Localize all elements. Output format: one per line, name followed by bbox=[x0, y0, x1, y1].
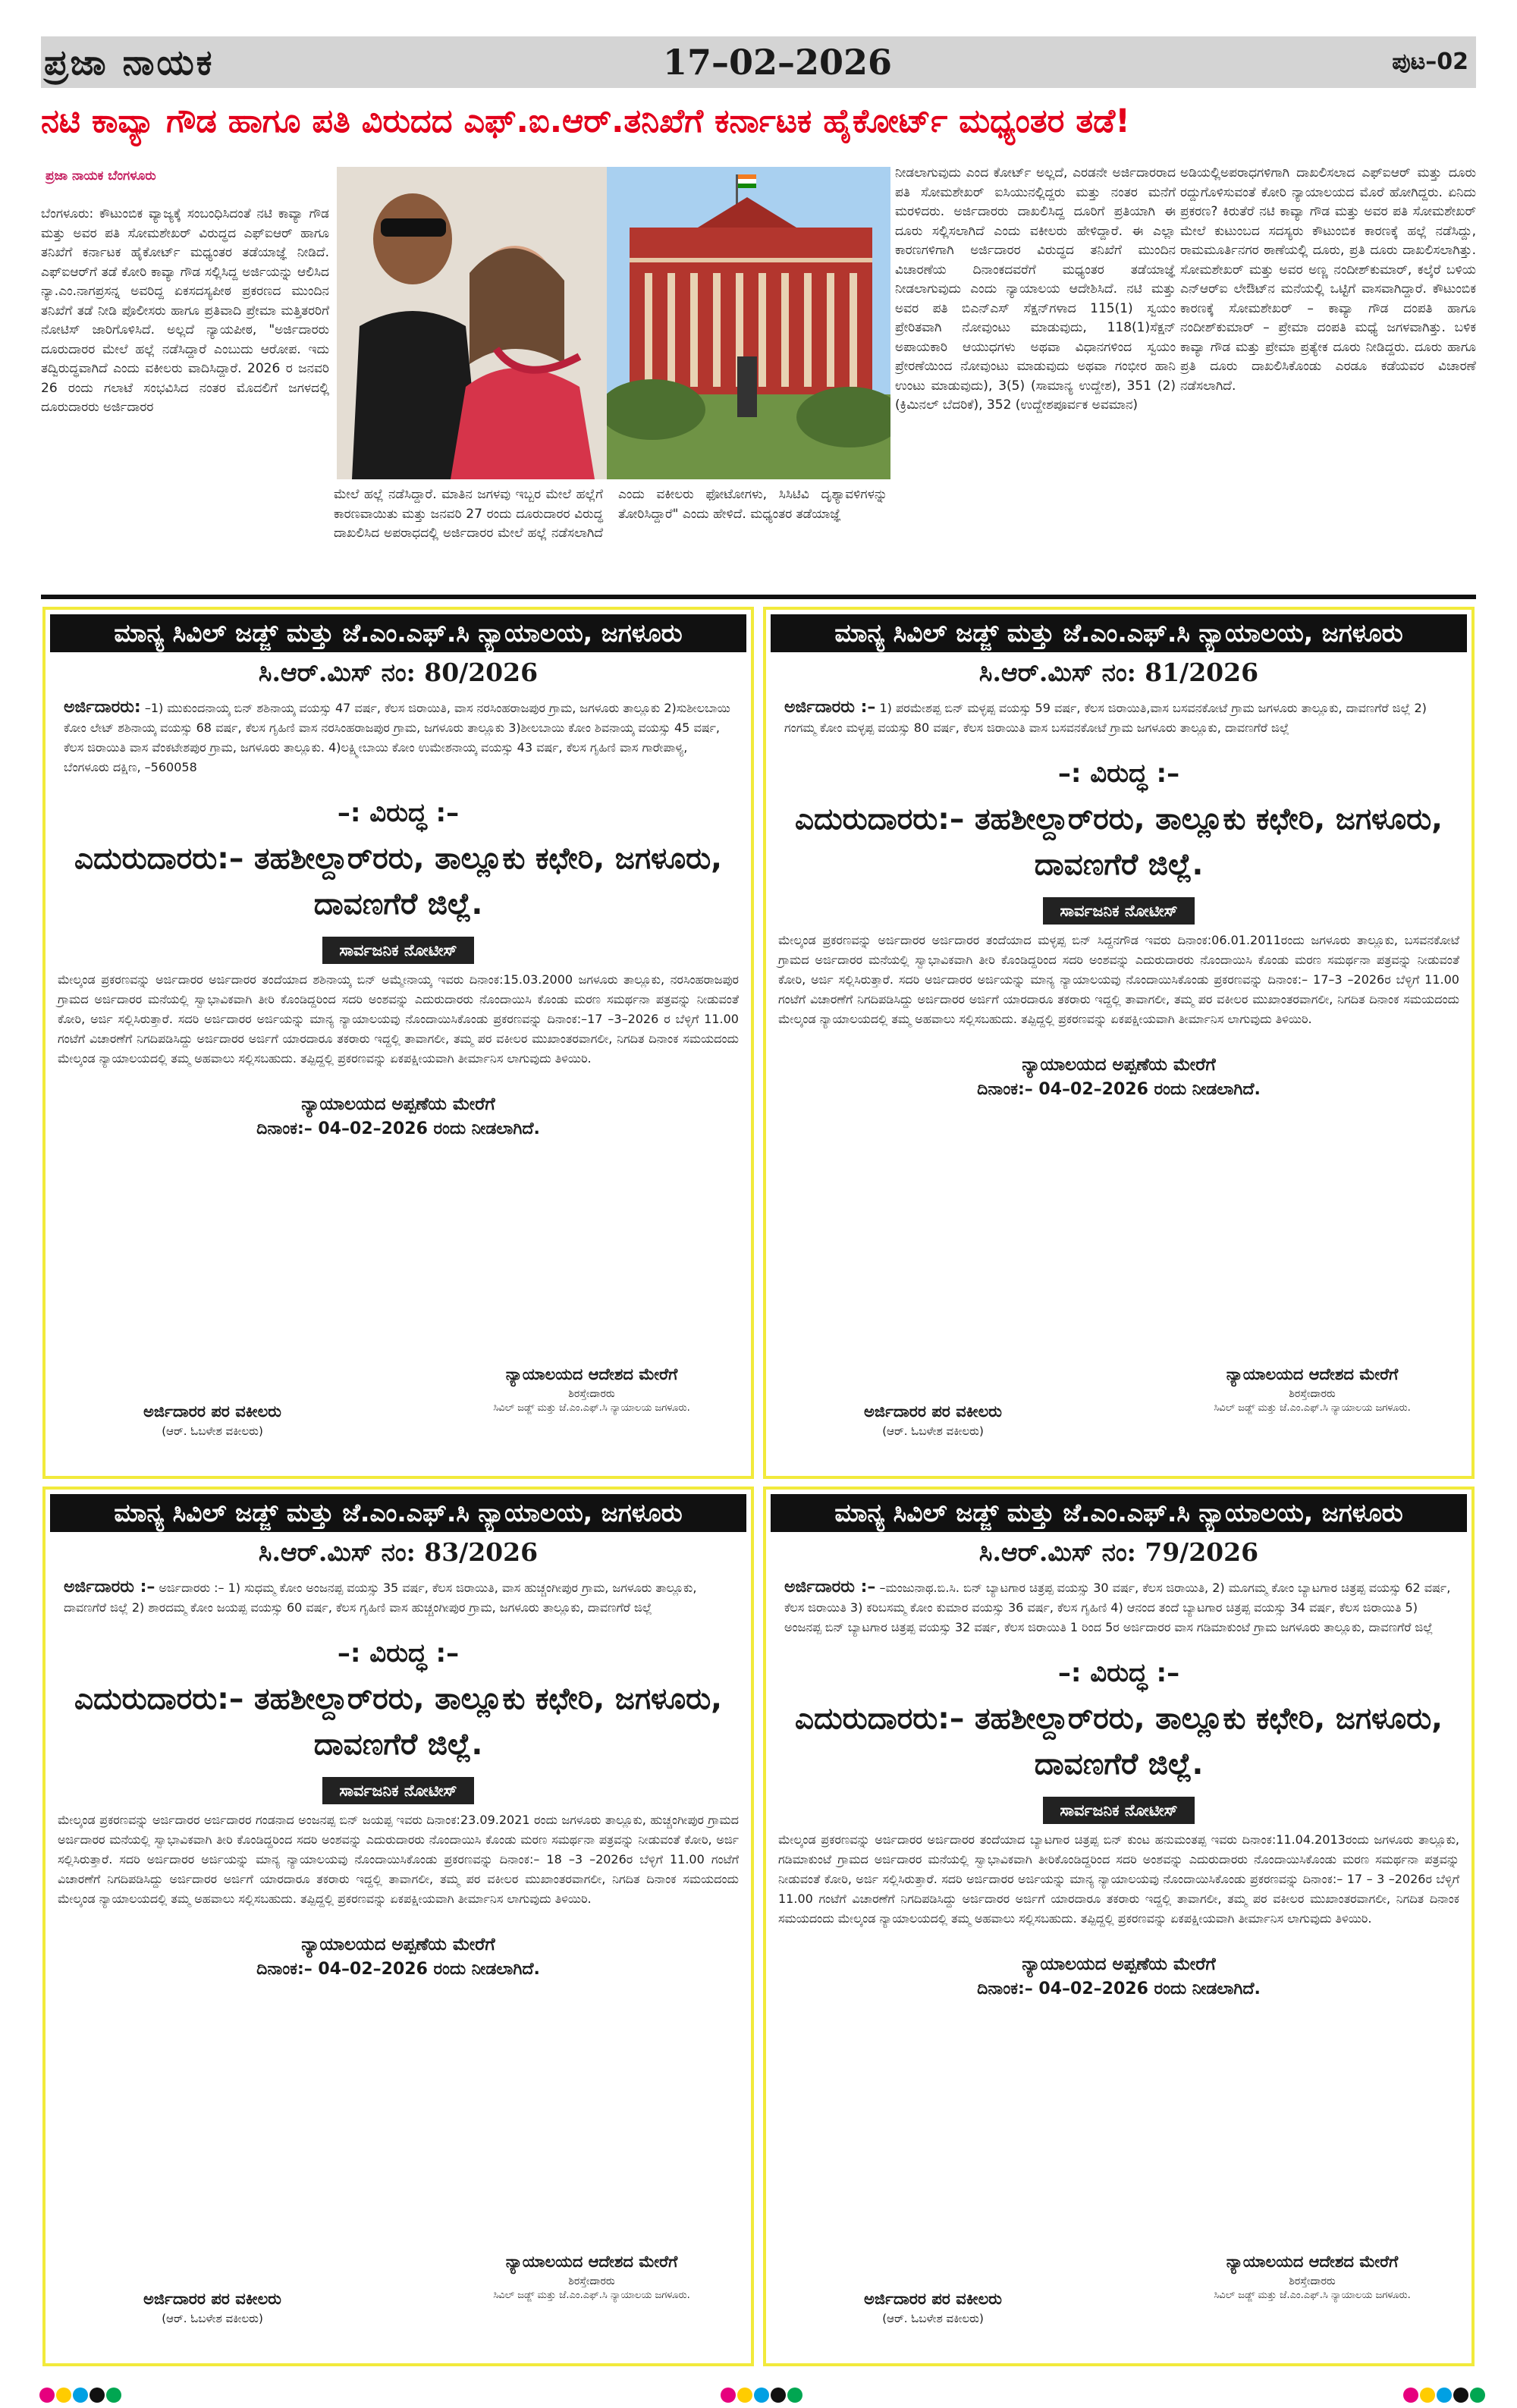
article-column-4: ಅಡಿಯಲ್ಲಿಅಪರಾಧಗಳಿಗಾಗಿ ದಾಖಲಿಸಲಾದ ಎಫ್‌ಐಆರ್ ಮತ್ತು ದೂರು ರದ್ದುಗೊಳಿಸುವಂತೆ ಕೋರಿ ನ್ಯಾಯಾಲಯದ ಮೊರೆ ಹೋಗಿದ್ದರು. ಏನಿದು ಪ್ರಕರಣ? ಕಿರುತೆರೆ ನಟಿ ಕಾವ್ಯಾ ಗೌಡ ಮತ್ತು ಅವರ ಪತಿ ಸೋಮಶೇಖರ್ ಮೇಲೆ ಕುಟುಂಬದ ಸದಸ್ಯರು ಕೌಟುಂಬಿಕ ಕಾರಣಕ್ಕೆ ಹಲ್ಲೆ ನಡೆಸಿದ್ದು, ರಾಮಮೂರ್ತಿನಗರ ಠಾಣೆಯಲ್ಲಿ ದೂರು, ಪ್ರತಿ ದೂರು ದಾಖಲಿಸಲಾಗಿತ್ತು. ಸೋಮಶೇಖರ್ ಮತ್ತು ಅವರ ಅಣ್ಣ ನಂದೀಶ್‌ಕುಮಾರ್, ಕಲ್ಕೆರೆ ಬಳಿಯ ಎನ್‌ಆರ್‌ಐ ಲೇಔಟ್‌ನ ಮನೆಯಲ್ಲಿ ಒಟ್ಟಿಗೆ ವಾಸವಾಗಿದ್ದಾರೆ. ಕೌಟುಂಬಿಕ ಕಾರಣಕ್ಕೆ ಸೋಮಶೇಖರ್ – ಕಾವ್ಯಾ ಗೌಡ ದಂಪತಿ ಹಾಗೂ ನಂದೀಶ್‌ಕುಮಾರ್ – ಪ್ರೇಮಾ ದಂಪತಿ ಮಧ್ಯೆ ಜಗಳವಾಗಿತ್ತು. ಬಳಿಕ ಕಾವ್ಯಾ ಗೌಡ ಮತ್ತು ಪ್ರೇಮಾ ಪ್ರತ್ಯೇಕ ದೂರು ನೀಡಿದ್ದರು. ದೂರು ಹಾಗೂ ಪ್ರತಿ ದೂರು ದಾಖಲಿಸಿಕೊಂಡು ಎರಡೂ ಕಡೆಯವರ ವಿಚಾರಣೆ ನಡೆಸಲಾಗಿದೆ. bbox=[1180, 165, 1476, 394]
applicants-label: ಅರ್ಜಿದಾರರು: bbox=[64, 698, 141, 717]
issue-date-line: ದಿನಾಂಕ:– 04–02–2026 ರಂದು ನೀಡಲಾಗಿದೆ. bbox=[977, 1979, 1261, 1998]
versus-label: –: ವಿರುದ್ಧ :– bbox=[1057, 1658, 1180, 1688]
advocate-name: (ಆರ್. ಓಬಳೇಶ ವಕೀಲರು) bbox=[882, 2312, 984, 2325]
section-divider bbox=[41, 595, 1476, 599]
court-signature bbox=[455, 2249, 728, 2303]
registration-dot bbox=[56, 2388, 71, 2403]
applicants bbox=[766, 1573, 1471, 1637]
respondent: ಎದುರುದಾರರು:– ತಹಶೀಲ್ದಾರ್‌ರರು, ತಾಲ್ಲೂಕು ಕಛೇರಿ, ಜಗಳೂರು, ದಾವಣಗೆರೆ ಜಿಲ್ಲೆ. bbox=[795, 1702, 1443, 1782]
printer-marks-left bbox=[39, 2388, 121, 2403]
applicants-list: 1) ಪರಮೇಶಪ್ಪ ಬಿನ್ ಮಳ್ಳಪ್ಪ ವಯಸ್ಸು 59 ವರ್ಷ, ಕೆಲಸ ಜಿರಾಯಿತಿ,ವಾಸ ಬಸವನಕೋಟೆ ಗ್ರಾಮ ಜಗಳೂರು ತಾಲ್ಲೂಕು, ದಾವಣಗೆರೆ ಜಿಲ್ಲೆ 2) ಗಂಗಮ್ಮ ಕೋಂ ಮಳ್ಳಪ್ಪ ವಯಸ್ಸು 80 ವರ್ಷ, ಕೆಲಸ ಜಿರಾಯಿತಿ ವಾಸ ಬಸವನಕೋಟೆ ಗ್ರಾಮ ಜಗಳೂರು ತಾಲ್ಲೂಕು, ದಾವಣಗೆರೆ ಜಿಲ್ಲೆ bbox=[784, 701, 1427, 735]
sheristedar: ಶಿರಸ್ತೇದಾರರು bbox=[568, 2275, 615, 2287]
legal-notice-83 bbox=[42, 1487, 754, 2366]
court-order-line: ನ್ಯಾಯಾಲಯದ ಅಪ್ಪಣೆಯ ಮೇರೆಗೆ bbox=[301, 1094, 495, 1114]
article-column-2: ಮೇಲೆ ಹಲ್ಲೆ ನಡೆಸಿದ್ದಾರೆ. ಮಾತಿನ ಜಗಳವು ಇಬ್ಬರ ಮೇಲೆ ಹಲ್ಲೆಗೆ ಕಾರಣವಾಯಿತು ಮತ್ತು ಜನವರಿ 27 ರಂದು ದೂರುದಾರರ ವಿರುದ್ಧ ದಾಖಲಿಸಿದ ಅಪರಾಧದಲ್ಲಿ ಅರ್ಜಿದಾರರ ಮೇಲೆ ಹಲ್ಲೆ ನಡೆಸಲಾಗಿದೆ ಎಂದು ವಕೀಲರು ಫೋಟೋಗಳು, ಸಿಸಿಟಿವಿ ದೃಶ್ಯಾವಳಿಗಳನ್ನು ತೋರಿಸಿದ್ದಾರೆ" ಎಂದು ಹೇಳಿದೆ. ಮಧ್ಯಂತರ ತಡೆಯಾಜ್ಞೆ bbox=[334, 487, 887, 541]
advocate-name: (ಆರ್. ಓಬಳೇಶ ವಕೀಲರು) bbox=[162, 1424, 263, 1438]
order-by: ನ್ಯಾಯಾಲಯದ ಆದೇಶದ ಮೇರೆಗೆ bbox=[505, 1365, 678, 1383]
article-column-3: ನೀಡಲಾಗುವುದು ಎಂದ ಕೋರ್ಟ್ ಅಲ್ಲದೆ, ಎರಡನೇ ಅರ್ಜಿದಾರರಾದ ಪತಿ ಸೋಮಶೇಖರ್ ಐಸಿಯುನಲ್ಲಿದ್ದರು ಮತ್ತು ನಂತರ ಮನೆಗೆ ಮರಳಿದರು. ಅರ್ಜಿದಾರರು ದಾಖಲಿಸಿದ್ದ ದೂರಿಗೆ ಪ್ರತಿಯಾಗಿ ಈ ದೂರು ಸಲ್ಲಿಸಲಾಗಿದೆ ಎಂದು ವಕೀಲರು ಹೇಳಿದ್ದಾರೆ. ಈ ಎಲ್ಲಾ ಕಾರಣಗಳಿಗಾಗಿ ಅರ್ಜಿದಾರರ ವಿರುದ್ಧದ ತನಿಖೆಗೆ ಮುಂದಿನ ವಿಚಾರಣೆಯ ದಿನಾಂಕದವರೆಗೆ ಮಧ್ಯಂತರ ತಡೆಯಾಜ್ಞೆ ನೀಡಲಾಗುವುದು ಎಂದು ನ್ಯಾಯಾಲಯ ಆದೇಶಿಸಿದೆ. ನಟಿ ಮತ್ತು ಅವರ ಪತಿ ಬಿಎನ್‌ಎಸ್ ಸೆಕ್ಷನ್‌ಗಳಾದ 115(1) ಸ್ವಯಂ ಪ್ರೇರಿತವಾಗಿ ನೋವುಂಟು ಮಾಡುವುದು, 118(1)ಸೆಕ್ಷನ್ ಅಪಾಯಕಾರಿ ಆಯುಧಗಳು ಅಥವಾ ವಿಧಾನಗಳಿಂದ ಸ್ವಯಂ ಪ್ರೇರಣೆಯಿಂದ ನೋವುಂಟು ಮಾಡುವುದು ಅಥವಾ ಗಂಭೀರ ಹಾನಿ ಉಂಟು ಮಾಡುವುದು), 3(5) (ಸಾಮಾನ್ಯ ಉದ್ದೇಶ), 351 (2) (ಕ್ರಿಮಿನಲ್ ಬೆದರಿಕೆ), 352 (ಉದ್ದೇಶಪೂರ್ವಕ ಅವಮಾನ) bbox=[895, 165, 1176, 413]
advocate-signature bbox=[76, 2287, 349, 2327]
printer-marks-right bbox=[1403, 2388, 1485, 2403]
article-column-1: ಬೆಂಗಳೂರು: ಕೌಟುಂಬಿಕ ವ್ಯಾಜ್ಯಕ್ಕೆ ಸಂಬಂಧಿಸಿದಂತೆ ನಟಿ ಕಾವ್ಯಾ ಗೌಡ ಮತ್ತು ಅವರ ಪತಿ ಸೋಮಶೇಖರ್ ವಿರುದ್ಧದ ಎಫ್‌ಐಆರ್ ಹಾಗೂ ತನಿಖೆಗೆ ಕರ್ನಾಟಕ ಹೈಕೋರ್ಟ್ ಮಧ್ಯಂತರ ತಡೆಯಾಜ್ಞೆ ನೀಡಿದೆ. ಎಫ್‌ಐಆರ್‌ಗೆ ತಡೆ ಕೋರಿ ಕಾವ್ಯಾ ಗೌಡ ಸಲ್ಲಿಸಿದ್ದ ಅರ್ಜಿಯನ್ನು ಆಲಿಸಿದ ನ್ಯಾ.ಎಂ.ನಾಗಪ್ರಸನ್ನ ಅವರಿದ್ದ ಏಕಸದಸ್ಯಪೀಠ ಪ್ರಕರಣದ ಮುಂದಿನ ತನಿಖೆಗೆ ತಡೆ ನೀಡಿ ಪೊಲೀಸರು ಹಾಗೂ ಪ್ರತಿವಾದಿ ಪ್ರೇಮಾ ಮತ್ತಿತರರಿಗೆ ನೋಟಿಸ್ ಜಾರಿಗೊಳಿಸಿದೆ. ಅಲ್ಲದೆ ನ್ಯಾಯಪೀಠ, "ಅರ್ಜಿದಾರರು ದೂರುದಾರರ ಮೇಲೆ ಹಲ್ಲೆ ನಡೆಸಿದ್ದಾರೆ ಎಂಬುದು ಆರೋಪ. ಇದು ತದ್ವಿರುದ್ಧವಾಗಿದೆ ಎಂದು ವಕೀಲರು ವಾದಿಸಿದ್ದಾರೆ. 2026 ರ ಜನವರಿ 26 ರಂದು ಗಲಾಟೆ ಸಂಭವಿಸಿದ ನಂತರ ಮೊದಲಿಗೆ ಜಗಳದಲ್ಲಿ ದೂರುದಾರರು ಅರ್ಜಿದಾರರ bbox=[41, 206, 329, 415]
court-signature bbox=[1176, 1362, 1449, 1415]
judge-court: ಸಿವಿಲ್ ಜಡ್ಜ್ ಮತ್ತು ಜೆ.ಎಂ.ಎಫ್.ಸಿ ನ್ಯಾಯಾಲಯ ಜಗಳೂರು. bbox=[493, 2290, 690, 2301]
advocate-label: ಅರ್ಜಿದಾರರ ಪರ ವಕೀಲರು bbox=[864, 1402, 1002, 1421]
legal-notice-81 bbox=[763, 607, 1475, 1479]
court-banner: ಮಾನ್ಯ ಸಿವಿಲ್ ಜಡ್ಜ್ ಮತ್ತು ಜೆ.ಎಂ.ಎಫ್.ಸಿ ನ್ಯಾಯಾಲಯ, ಜಗಳೂರು bbox=[771, 614, 1467, 652]
court-order-line: ನ್ಯಾಯಾಲಯದ ಅಪ್ಪಣೆಯ ಮೇರೆಗೆ bbox=[1022, 1055, 1216, 1075]
photo-couple bbox=[337, 167, 607, 479]
applicants-label: ಅರ್ಜಿದಾರರು :– bbox=[784, 698, 876, 717]
registration-dot bbox=[106, 2388, 121, 2403]
case-number: ಸಿ.ಆರ್.ಮಿಸ್ ನಂ: 79/2026 bbox=[978, 1537, 1259, 1567]
versus-label: –: ವಿರುದ್ಧ :– bbox=[1057, 758, 1180, 789]
public-notice-label: ಸಾರ್ವಜನಿಕ ನೋಟೀಸ್ bbox=[1043, 1797, 1194, 1824]
order-by: ನ್ಯಾಯಾಲಯದ ಆದೇಶದ ಮೇರೆಗೆ bbox=[505, 2253, 678, 2271]
registration-dot bbox=[1420, 2388, 1435, 2403]
registration-dot bbox=[721, 2388, 736, 2403]
court-banner: ಮಾನ್ಯ ಸಿವಿಲ್ ಜಡ್ಜ್ ಮತ್ತು ಜೆ.ಎಂ.ಎಫ್.ಸಿ ನ್ಯಾಯಾಲಯ, ಜಗಳೂರು bbox=[771, 1494, 1467, 1532]
court-banner: ಮಾನ್ಯ ಸಿವಿಲ್ ಜಡ್ಜ್ ಮತ್ತು ಜೆ.ಎಂ.ಎಫ್.ಸಿ ನ್ಯಾಯಾಲಯ, ಜಗಳೂರು bbox=[50, 614, 746, 652]
sheristedar: ಶಿರಸ್ತೇದಾರರು bbox=[568, 1388, 615, 1400]
registration-dot bbox=[39, 2388, 55, 2403]
applicants bbox=[46, 693, 751, 777]
public-notice-label: ಸಾರ್ವಜನಿಕ ನೋಟೀಸ್ bbox=[322, 937, 473, 964]
registration-dot bbox=[1403, 2388, 1418, 2403]
sheristedar: ಶಿರಸ್ತೇದಾರರು bbox=[1289, 2275, 1336, 2287]
respondent: ಎದುರುದಾರರು:– ತಹಶೀಲ್ದಾರ್‌ರರು, ತಾಲ್ಲೂಕು ಕಛೇರಿ, ಜಗಳೂರು, ದಾವಣಗೆರೆ ಜಿಲ್ಲೆ. bbox=[74, 842, 722, 921]
public-notice-label: ಸಾರ್ವಜನಿಕ ನೋಟೀಸ್ bbox=[322, 1777, 473, 1804]
newspaper-name: ಪ್ರಜಾ ನಾಯಕ bbox=[44, 42, 215, 83]
registration-dot bbox=[737, 2388, 752, 2403]
judge-court: ಸಿವಿಲ್ ಜಡ್ಜ್ ಮತ್ತು ಜೆ.ಎಂ.ಎಫ್.ಸಿ ನ್ಯಾಯಾಲಯ ಜಗಳೂರು. bbox=[493, 1402, 690, 1414]
applicants-list: –ಮಂಜುನಾಥ.ಬಿ.ಸಿ. ಬಿನ್ ಬ್ಯಾಟಗಾರ ಚಿತ್ರಪ್ಪ ವಯಸ್ಸು 30 ವರ್ಷ, ಕೆಲಸ ಜಿರಾಯಿತಿ, 2) ಮೂಗಮ್ಮ ಕೋಂ ಬ್ಯಾಟಗಾರ ಚಿತ್ರಪ್ಪ ವಯಸ್ಸು 62 ವರ್ಷ, ಕೆಲಸ ಜಿರಾಯಿತಿ 3) ಕರಿಬಸಮ್ಮ ಕೋಂ ಕುಮಾರ ವಯಸ್ಸು 36 ವರ್ಷ, ಕೆಲಸ ಗೃಹಿಣಿ 4) ಆನಂದ ತಂದೆ ಬ್ಯಾಟಗಾರ ಚಿತ್ರಪ್ಪ ವಯಸ್ಸು 34 ವರ್ಷ, ಕೆಲಸ ಜಿರಾಯಿತಿ 5) ಅಂಜನಪ್ಪ ಬಿನ್ ಬ್ಯಾಟಗಾರ ಚಿತ್ರಪ್ಪ ವಯಸ್ಸು 32 ವರ್ಷ, ಕೆಲಸ ಜಿರಾಯಿತಿ 1 ರಿಂದ 5ರ ಅರ್ಜಿದಾರರ ವಾಸ ಗಡಿಮಾಕುಂಟೆ ಗ್ರಾಮ ಜಗಳೂರು ತಾಲ್ಲೂಕು, ದಾವಣಗೆರೆ ಜಿಲ್ಲೆ bbox=[784, 1581, 1451, 1634]
court-signature bbox=[455, 1362, 728, 1415]
court-signature bbox=[1176, 2249, 1449, 2303]
notice-body: ಮೇಲ್ಕಂಡ ಪ್ರಕರಣವನ್ನು ಅರ್ಜಿದಾರರ ಅರ್ಜಿದಾರರ ತಂದೆಯಾದ ಶಶಿನಾಯ್ಕ ಬಿನ್ ಅಮ್ಮೇನಾಯ್ಕ ಇವರು ದಿನಾಂಕ:15.03.2000 ಜಗಳೂರು ತಾಲ್ಲೂಕು, ನರಸಿಂಹರಾಜಪುರ ಗ್ರಾಮದ ಅರ್ಜಿದಾರರ ಮನೆಯಲ್ಲಿ ಸ್ವಾಭಾವಿಕವಾಗಿ ತೀರಿ ಕೊಂಡಿದ್ದರಿಂದ ಸದರಿ ಅಂಶವನ್ನು ಎದುರುದಾರರು ನೊಂದಾಯಿಸಿ ಕೊಂಡು ಮರಣ ಸಮರ್ಥನಾ ಪತ್ರವನ್ನು ನೀಡುವಂತೆ ಕೋರಿ, ಅರ್ಜಿ ಸಲ್ಲಿಸಿರುತ್ತಾರೆ. ಸದರಿ ಅರ್ಜಿದಾರರ ಅರ್ಜಿಯನ್ನು ಮಾನ್ಯ ನ್ಯಾಯಾಲಯವು ನೊಂದಾಯಿಸಿಕೊಂಡು ಪ್ರಕರಣವನ್ನು ದಿನಾಂಕ:–17 –3–2026 ರ ಬೆಳ್ಳಿಗೆ 11.00 ಗಂಟೆಗೆ ವಿಚಾರಣೆಗೆ ನಿಗದಿಪಡಿಸಿದ್ದು ಅರ್ಜಿದಾರರ ಅರ್ಜಿಗೆ ಯಾರದಾರೂ ತಕರಾರು ಇದ್ದಲ್ಲಿ ತಾವಾಗಲೀ, ತಮ್ಮ ಪರ ವಕೀಲರ ಮುಖಾಂತರವಾಗಲೀ, ನಿಗದಿತ ದಿನಾಂಕ ಸಮಯದಂದು ಮೇಲ್ಕಂಡ ನ್ಯಾಯಾಲಯದಲ್ಲಿ ತಮ್ಮ ಅಹವಾಲು ಸಲ್ಲಿಸಬಹುದು. ತಪ್ಪಿದ್ದಲ್ಲಿ ಪ್ರಕರಣವನ್ನು ಏಕಪಕ್ಷೀಯವಾಗಿ ತೀರ್ಮಾನಿಸ ಲಾಗುವುದು ತಿಳಿಯಿರಿ. bbox=[58, 972, 739, 1066]
court-order-line: ನ್ಯಾಯಾಲಯದ ಅಪ್ಪಣೆಯ ಮೇರೆಗೆ bbox=[1022, 1954, 1216, 1974]
photo-couple-illustration bbox=[337, 167, 607, 479]
applicants-label: ಅರ್ಜಿದಾರರು :– bbox=[784, 1578, 876, 1596]
order-by: ನ್ಯಾಯಾಲಯದ ಆದೇಶದ ಮೇರೆಗೆ bbox=[1226, 2253, 1399, 2271]
notice-body: ಮೇಲ್ಕಂಡ ಪ್ರಕರಣವನ್ನು ಅರ್ಜಿದಾರರ ಅರ್ಜಿದಾರರ ತಂದೆಯಾದ ಬ್ಯಾಟಗಾರ ಚಿತ್ರಪ್ಪ ಬಿನ್ ಕುಂಟ ಹನುಮಂತಪ್ಪ ಇವರು ದಿನಾಂಕ:11.04.2013ರಂದು ಜಗಳೂರು ತಾಲ್ಲೂಕು, ಗಡಿಮಾಕುಂಟೆ ಗ್ರಾಮದ ಅರ್ಜಿದಾರರ ಮನೆಯಲ್ಲಿ ಸ್ವಾಭಾವಿಕವಾಗಿ ತೀರಿಕೊಂಡಿದ್ದರಿಂದ ಸದರಿ ಅಂಶವನ್ನು ಎದುರುದಾರರು ನೊಂದಾಯಿಸಿಕೊಂಡು ಮರಣ ಸಮರ್ಥನಾ ಪತ್ರವನ್ನು ನೀಡುವಂತೆ ಕೋರಿ, ಅರ್ಜಿ ಸಲ್ಲಿಸಿರುತ್ತಾರೆ. ಸದರಿ ಅರ್ಜಿದಾರರ ಅರ್ಜಿಯನ್ನು ಮಾನ್ಯ ನ್ಯಾಯಾಲಯವು ನೊಂದಾಯಿಸಿಕೊಂಡು ಪ್ರಕರಣವನ್ನು ದಿನಾಂಕ:– 17 – 3 –2026ರ ಬೆಳ್ಳಿಗೆ 11.00 ಗಂಟೆಗೆ ವಿಚಾರಣೆಗೆ ನಿಗದಿಪಡಿಸಿದ್ದು ಅರ್ಜಿದಾರರ ಅರ್ಜಿಗೆ ಯಾರದಾರೂ ತಕರಾರು ಇದ್ದಲ್ಲಿ ತಾವಾಗಲೀ, ತಮ್ಮ ಪರ ವಕೀಲರ ಮುಖಾಂತರವಾಗಲೀ, ನಿಗದಿತ ದಿನಾಂಕ ಸಮಯದಂದು ಮೇಲ್ಕಂಡ ನ್ಯಾಯಾಲಯದಲ್ಲಿ ತಮ್ಮ ಅಹವಾಲು ಸಲ್ಲಿಸಬಹುದು. ತಪ್ಪಿದ್ದಲ್ಲಿ ಪ್ರಕರಣವನ್ನು ಏಕಪಕ್ಷೀಯವಾಗಿ ತೀರ್ಮಾನಿಸ ಲಾಗುವುದು ತಿಳಿಯಿರಿ. bbox=[778, 1832, 1459, 1926]
judge-court: ಸಿವಿಲ್ ಜಡ್ಜ್ ಮತ್ತು ಜೆ.ಎಂ.ಎಫ್.ಸಿ ನ್ಯಾಯಾಲಯ ಜಗಳೂರು. bbox=[1214, 2290, 1411, 2301]
notice-body: ಮೇಲ್ಕಂಡ ಪ್ರಕರಣವನ್ನು ಅರ್ಜಿದಾರರ ಅರ್ಜಿದಾರರ ತಂದೆಯಾದ ಮಳ್ಳಪ್ಪ ಬಿನ್ ಸಿದ್ದನಗೌಡ ಇವರು ದಿನಾಂಕ:06.01.2011ರಂದು ಜಗಳೂರು ತಾಲ್ಲೂಕು, ಬಸವನಕೋಟೆ ಗ್ರಾಮದ ಅರ್ಜಿದಾರರ ಮನೆಯಲ್ಲಿ ಸ್ವಾಭಾವಿಕವಾಗಿ ತೀರಿ ಕೊಂಡಿದ್ದರಿಂದ ಸದರಿ ಅಂಶವನ್ನು ಎದುರುದಾರರು ನೊಂದಾಯಿಸಿ ಕೊಂಡು ಮರಣ ಸಮರ್ಥನಾ ಪತ್ರವನ್ನು ನೀಡುವಂತೆ ಕೋರಿ, ಅರ್ಜಿ ಸಲ್ಲಿಸಿರುತ್ತಾರೆ. ಸದರಿ ಅರ್ಜಿದಾರರ ಅರ್ಜಿಯನ್ನು ಮಾನ್ಯ ನ್ಯಾಯಾಲಯವು ನೊಂದಾಯಿಸಿಕೊಂಡು ಪ್ರಕರಣವನ್ನು ದಿನಾಂಕ:– 17–3 –2026ರ ಬೆಳ್ಳಿಗೆ 11.00 ಗಂಟೆಗೆ ವಿಚಾರಣೆಗೆ ನಿಗದಿಪಡಿಸಿದ್ದು ಅರ್ಜಿದಾರರ ಅರ್ಜಿಗೆ ಯಾರದಾರೂ ತಕರಾರು ಇದ್ದಲ್ಲಿ ತಾವಾಗಲೀ, ತಮ್ಮ ಪರ ವಕೀಲರ ಮುಖಾಂತರವಾಗಲೀ, ನಿಗದಿತ ದಿನಾಂಕ ಸಮಯದಂದು ಮೇಲ್ಕಂಡ ನ್ಯಾಯಾಲಯದಲ್ಲಿ ತಮ್ಮ ಅಹವಾಲು ಸಲ್ಲಿಸಬಹುದು. ತಪ್ಪಿದ್ದಲ್ಲಿ ಪ್ರಕರಣವನ್ನು ಏಕಪಕ್ಷೀಯವಾಗಿ ತೀರ್ಮಾನಿಸ ಲಾಗುವುದು ತಿಳಿಯಿರಿ. bbox=[778, 933, 1459, 1026]
advocate-label: ಅರ್ಜಿದಾರರ ಪರ ವಕೀಲರು bbox=[143, 1402, 281, 1421]
advocate-signature bbox=[796, 1400, 1069, 1439]
registration-dot bbox=[1453, 2388, 1468, 2403]
court-order-line: ನ್ಯಾಯಾಲಯದ ಅಪ್ಪಣೆಯ ಮೇರೆಗೆ bbox=[301, 1935, 495, 1954]
case-number: ಸಿ.ಆರ್.ಮಿಸ್ ನಂ: 80/2026 bbox=[258, 658, 539, 687]
applicants-list: ಅರ್ಜಿದಾರರು :– 1) ಸುಧಮ್ಮ ಕೋಂ ಅಂಜನಪ್ಪ ವಯಸ್ಸು 35 ವರ್ಷ, ಕೆಲಸ ಜಿರಾಯಿತಿ, ವಾಸ ಹುಚ್ಚಂಗೀಪುರ ಗ್ರಾಮ, ಜಗಳೂರು ತಾಲ್ಲೂಕು, ದಾವಣಗೆರೆ ಜಿಲ್ಲೆ 2) ಶಾರದಮ್ಮ ಕೋಂ ಜಯಪ್ಪ ವಯಸ್ಸು 60 ವರ್ಷ, ಕೆಲಸ ಗೃಹಿಣಿ ವಾಸ ಹುಚ್ಚಂಗೀಪುರ ಗ್ರಾಮ, ಜಗಳೂರು ತಾಲ್ಲೂಕು, ದಾವಣಗೆರೆ ಜಿಲ್ಲೆ bbox=[64, 1581, 697, 1615]
photo-court-illustration bbox=[607, 167, 890, 479]
masthead bbox=[41, 36, 1476, 88]
respondent: ಎದುರುದಾರರು:– ತಹಶೀಲ್ದಾರ್‌ರರು, ತಾಲ್ಲೂಕು ಕಛೇರಿ, ಜಗಳೂರು, ದಾವಣಗೆರೆ ಜಿಲ್ಲೆ. bbox=[74, 1682, 722, 1762]
registration-dot bbox=[771, 2388, 786, 2403]
signature-block bbox=[766, 1362, 1471, 1468]
registration-dot bbox=[787, 2388, 802, 2403]
legal-notice-79 bbox=[763, 1487, 1475, 2366]
printer-marks-center bbox=[721, 2388, 802, 2403]
applicants-list: –1) ಮುಕುಂದನಾಯ್ಕ ಬಿನ್ ಶಶಿನಾಯ್ಕ ವಯಸ್ಸು 47 ವರ್ಷ, ಕೆಲಸ ಜಿರಾಯಿತಿ, ವಾಸ ನರಸಿಂಹರಾಜಪುರ ಗ್ರಾಮ, ಜಗಳೂರು ತಾಲ್ಲೂಕು 2)ಸುಶೀಲಬಾಯಿ ಕೋಂ ಲೇಟ್ ಶಶಿನಾಯ್ಕ ವಯಸ್ಸು 68 ವರ್ಷ, ಕೆಲಸ ಗೃಹಿಣಿ ವಾಸ ನರಸಿಂಹರಾಜಪುರ ಗ್ರಾಮ, ಜಗಳೂರು ತಾಲ್ಲೂಕು 3)ಶೀಲಬಾಯಿ ಕೋಂ ಶಿವನಾಯ್ಕ ವಯಸ್ಸು 45 ವರ್ಷ, ಕೆಲಸ ಜಿರಾಯಿತಿ ವಾಸ ವೆಂಕಟೇಶಪುರ ಗ್ರಾಮ, ಜಗಳೂರು ತಾಲ್ಲೂಕು. 4)ಲಕ್ಷ್ಮೀಬಾಯಿ ಕೋಂ ಉಮೇಶನಾಯ್ಕ ವಯಸ್ಸು 43 ವರ್ಷ, ಕೆಲಸ ಗೃಹಿಣಿ ವಾಸ ಗಾರೇಪಾಳ್ಯ, ಬೆಂಗಳೂರು ದಕ್ಷಿಣ, –560058 bbox=[64, 701, 730, 774]
advocate-signature bbox=[796, 2287, 1069, 2327]
applicants bbox=[766, 693, 1471, 738]
court-banner: ಮಾನ್ಯ ಸಿವಿಲ್ ಜಡ್ಜ್ ಮತ್ತು ಜೆ.ಎಂ.ಎಫ್.ಸಿ ನ್ಯಾಯಾಲಯ, ಜಗಳೂರು bbox=[50, 1494, 746, 1532]
advocate-signature bbox=[76, 1400, 349, 1439]
signature-block bbox=[46, 1362, 751, 1468]
legal-notice-80 bbox=[42, 607, 754, 1479]
case-number: ಸಿ.ಆರ್.ಮಿಸ್ ನಂ: 81/2026 bbox=[978, 658, 1259, 687]
advocate-name: (ಆರ್. ಓಬಳೇಶ ವಕೀಲರು) bbox=[882, 1424, 984, 1438]
signature-block bbox=[46, 2249, 751, 2356]
sheristedar: ಶಿರಸ್ತೇದಾರರು bbox=[1289, 1388, 1336, 1400]
respondent: ಎದುರುದಾರರು:– ತಹಶೀಲ್ದಾರ್‌ರರು, ತಾಲ್ಲೂಕು ಕಛೇರಿ, ಜಗಳೂರು, ದಾವಣಗೆರೆ ಜಿಲ್ಲೆ. bbox=[795, 802, 1443, 882]
applicants bbox=[46, 1573, 751, 1618]
versus-label: –: ವಿರುದ್ಧ :– bbox=[337, 798, 460, 828]
case-number: ಸಿ.ಆರ್.ಮಿಸ್ ನಂ: 83/2026 bbox=[258, 1537, 539, 1567]
issue-date-line: ದಿನಾಂಕ:– 04–02–2026 ರಂದು ನೀಡಲಾಗಿದೆ. bbox=[256, 1960, 540, 1979]
registration-dot bbox=[73, 2388, 88, 2403]
registration-dot bbox=[90, 2388, 105, 2403]
registration-dot bbox=[1437, 2388, 1452, 2403]
registration-dot bbox=[754, 2388, 769, 2403]
advocate-label: ಅರ್ಜಿದಾರರ ಪರ ವಕೀಲರು bbox=[143, 2290, 281, 2308]
advocate-label: ಅರ್ಜಿದಾರರ ಪರ ವಕೀಲರು bbox=[864, 2290, 1002, 2308]
applicants-label: ಅರ್ಜಿದಾರರು :– bbox=[64, 1578, 155, 1596]
signature-block bbox=[766, 2249, 1471, 2356]
versus-label: –: ವಿರುದ್ಧ :– bbox=[337, 1638, 460, 1669]
issue-date-line: ದಿನಾಂಕ:– 04–02–2026 ರಂದು ನೀಡಲಾಗಿದೆ. bbox=[977, 1080, 1261, 1099]
issue-date-line: ದಿನಾಂಕ:– 04–02–2026 ರಂದು ನೀಡಲಾಗಿದೆ. bbox=[256, 1119, 540, 1138]
issue-date: 17–02–2026 bbox=[663, 42, 893, 83]
judge-court: ಸಿವಿಲ್ ಜಡ್ಜ್ ಮತ್ತು ಜೆ.ಎಂ.ಎಫ್.ಸಿ ನ್ಯಾಯಾಲಯ ಜಗಳೂರು. bbox=[1214, 1402, 1411, 1414]
public-notice-label: ಸಾರ್ವಜನಿಕ ನೋಟೀಸ್ bbox=[1043, 897, 1194, 925]
headline: ನಟಿ ಕಾವ್ಯಾ ಗೌಡ ಹಾಗೂ ಪತಿ ವಿರುದದ ಎಫ್.ಐ.ಆರ್.ತನಿಖೆಗೆ ಕರ್ನಾಟಕ ಹೈಕೋರ್ಟ್ ಮಧ್ಯಂತರ ತಡೆ! bbox=[41, 102, 1130, 140]
registration-dot bbox=[1470, 2388, 1485, 2403]
photo-high-court bbox=[607, 167, 890, 479]
advocate-name: (ಆರ್. ಓಬಳೇಶ ವಕೀಲರು) bbox=[162, 2312, 263, 2325]
byline: ಪ್ರಜಾ ನಾಯಕ ಬೆಂಗಳೂರು bbox=[46, 168, 156, 184]
page-number: ಪುಟ–02 bbox=[1392, 49, 1468, 75]
order-by: ನ್ಯಾಯಾಲಯದ ಆದೇಶದ ಮೇರೆಗೆ bbox=[1226, 1365, 1399, 1383]
notice-body: ಮೇಲ್ಕಂಡ ಪ್ರಕರಣವನ್ನು ಅರ್ಜಿದಾರರ ಅರ್ಜಿದಾರರ ಗಂಡನಾದ ಅಂಜನಪ್ಪ ಬಿನ್ ಜಯಪ್ಪ ಇವರು ದಿನಾಂಕ:23.09.2021 ರಂದು ಜಗಳೂರು ತಾಲ್ಲೂಕು, ಹುಚ್ಚಂಗೀಪುರ ಗ್ರಾಮದ ಅರ್ಜಿದಾರರ ಮನೆಯಲ್ಲಿ ಸ್ವಾಭಾವಿಕವಾಗಿ ತೀರಿ ಕೊಂಡಿದ್ದರಿಂದ ಸದರಿ ಅಂಶವನ್ನು ಎದುರುದಾರರು ನೊಂದಾಯಿಸಿ ಕೊಂಡು ಮರಣ ಸಮರ್ಥನಾ ಪತ್ರವನ್ನು ನೀಡುವಂತೆ ಕೋರಿ, ಅರ್ಜಿ ಸಲ್ಲಿಸಿರುತ್ತಾರೆ. ಸದರಿ ಅರ್ಜಿದಾರರ ಅರ್ಜಿಯನ್ನು ಮಾನ್ಯ ನ್ಯಾಯಾಲಯವು ನೊಂದಾಯಿಸಿಕೊಂಡು ಪ್ರಕರಣವನ್ನು ದಿನಾಂಕ:– 18 –3 –2026ರ ಬೆಳ್ಳಿಗೆ 11.00 ಗಂಟೆಗೆ ವಿಚಾರಣೆಗೆ ನಿಗದಿಪಡಿಸಿದ್ದು ಅರ್ಜಿದಾರರ ಅರ್ಜಿಗೆ ಯಾರದಾರೂ ತಕರಾರು ಇದ್ದಲ್ಲಿ ತಾವಾಗಲೀ, ತಮ್ಮ ಪರ ವಕೀಲರ ಮುಖಾಂತರವಾಗಲೀ, ನಿಗದಿತ ದಿನಾಂಕ ಸಮಯದಂದು ಮೇಲ್ಕಂಡ ನ್ಯಾಯಾಲಯದಲ್ಲಿ ತಮ್ಮ ಅಹವಾಲು ಸಲ್ಲಿಸಬಹುದು. ತಪ್ಪಿದ್ದಲ್ಲಿ ಪ್ರಕರಣವನ್ನು ಏಕಪಕ್ಷೀಯವಾಗಿ ತೀರ್ಮಾನಿಸ ಲಾಗುವುದು ತಿಳಿಯಿರಿ. bbox=[58, 1813, 739, 1906]
